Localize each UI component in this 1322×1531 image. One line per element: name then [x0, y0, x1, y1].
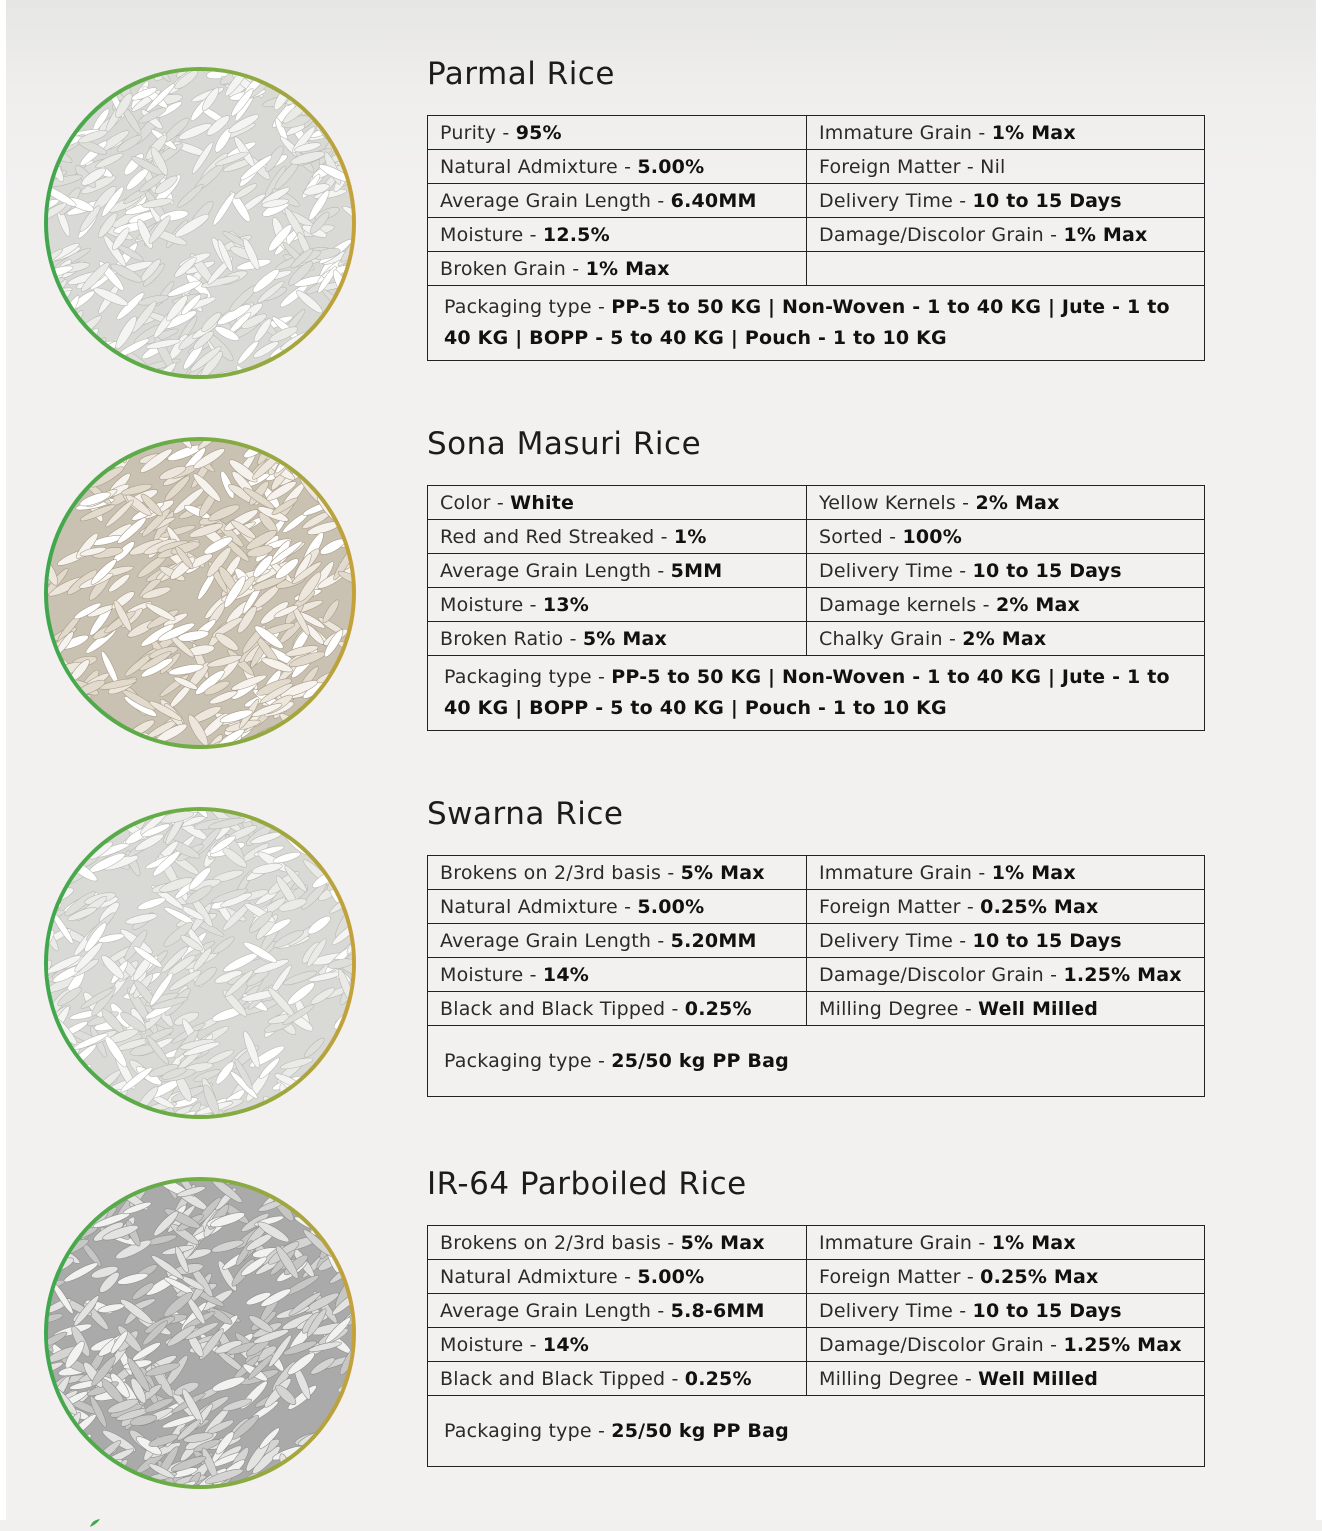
packaging-value: 25/50 kg PP Bag: [611, 1419, 789, 1442]
packaging-label: Packaging type -: [444, 666, 612, 688]
spec-label: Milling Degree -: [819, 997, 979, 1020]
spec-value: 1% Max: [991, 861, 1076, 884]
spec-row: [428, 958, 1205, 992]
packaging-row: [428, 1026, 1205, 1097]
spec-value: 0.25%: [684, 1367, 752, 1390]
product-title: IR-64 Parboiled Rice: [427, 1166, 747, 1202]
spec-label: Brokens on 2/3rd basis -: [440, 1231, 681, 1254]
spec-cell: [428, 150, 807, 184]
spec-row: [428, 1226, 1205, 1260]
spec-cell: [428, 1226, 807, 1260]
spec-label: Average Grain Length -: [440, 1299, 671, 1322]
spec-value: 0.25% Max: [980, 1265, 1099, 1288]
spec-value: 0.25%: [684, 997, 752, 1020]
spec-label: Moisture -: [440, 223, 543, 246]
rice-image-ir64-parboiled: [44, 1177, 356, 1489]
spec-cell: [428, 890, 807, 924]
packaging-row: [428, 656, 1205, 731]
spec-row: [428, 218, 1205, 252]
spec-label: Broken Grain -: [440, 257, 586, 280]
spec-label: Natural Admixture -: [440, 155, 638, 178]
spec-value: White: [510, 491, 575, 514]
packaging-row: [428, 1396, 1205, 1467]
spec-cell: [428, 116, 807, 150]
spec-value: 5.00%: [637, 895, 705, 918]
product-section-parmal: [0, 0, 1322, 370]
spec-label: Milling Degree -: [819, 1367, 979, 1390]
spec-row: [428, 856, 1205, 890]
spec-label: Brokens on 2/3rd basis -: [440, 861, 681, 884]
spec-row: [428, 992, 1205, 1026]
spec-row: [428, 520, 1205, 554]
spec-cell: [428, 992, 807, 1026]
rice-image-swarna: [44, 807, 356, 1119]
spec-cell: [428, 1362, 807, 1396]
spec-cell: [807, 622, 1205, 656]
spec-label: Purity -: [440, 121, 516, 144]
spec-table: [427, 855, 1205, 1097]
spec-row: [428, 1294, 1205, 1328]
spec-label: Foreign Matter - Nil: [819, 155, 1006, 178]
rice-grains-image: [48, 811, 352, 1115]
spec-cell: [428, 622, 807, 656]
spec-value: 5.00%: [637, 155, 705, 178]
spec-label: Immature Grain -: [819, 861, 992, 884]
spec-label: Foreign Matter -: [819, 1265, 981, 1288]
spec-label: Damage/Discolor Grain -: [819, 223, 1064, 246]
spec-label: Delivery Time -: [819, 559, 973, 582]
spec-value: 6.40MM: [670, 189, 757, 212]
spec-table: [427, 1225, 1205, 1467]
spec-value: 10 to 15 Days: [972, 1299, 1122, 1322]
spec-label: Sorted -: [819, 525, 903, 548]
spec-label: Broken Ratio -: [440, 627, 583, 650]
spec-value: 2% Max: [995, 593, 1081, 616]
spec-value: 2% Max: [962, 627, 1047, 650]
spec-value: 100%: [902, 525, 962, 548]
spec-label: Red and Red Streaked -: [440, 525, 674, 548]
spec-value: 10 to 15 Days: [972, 559, 1122, 582]
spec-cell: [807, 252, 1205, 286]
packaging-cell: [428, 1396, 1205, 1467]
product-section-ir64-parboiled: [0, 1110, 1322, 1480]
spec-value: 5% Max: [680, 861, 765, 884]
spec-value: 0.25% Max: [980, 895, 1099, 918]
spec-cell: [428, 958, 807, 992]
product-title: Parmal Rice: [427, 56, 615, 92]
spec-value: 5% Max: [582, 627, 667, 650]
spec-value: 10 to 15 Days: [972, 189, 1122, 212]
spec-label: Average Grain Length -: [440, 929, 671, 952]
spec-label: Moisture -: [440, 593, 543, 616]
spec-row: [428, 1362, 1205, 1396]
spec-label: Average Grain Length -: [440, 189, 671, 212]
spec-cell: [807, 1260, 1205, 1294]
rice-image-parmal: [44, 67, 356, 379]
packaging-value: 25/50 kg PP Bag: [611, 1049, 789, 1072]
spec-cell: [428, 520, 807, 554]
spec-cell: [428, 1260, 807, 1294]
spec-label: Moisture -: [440, 963, 543, 986]
spec-value: 1% Max: [585, 257, 670, 280]
spec-label: Color -: [440, 491, 511, 514]
spec-value: 10 to 15 Days: [972, 929, 1122, 952]
spec-row: [428, 184, 1205, 218]
rice-grains-image: [48, 71, 352, 375]
product-section-sona-masuri: [0, 370, 1322, 740]
spec-label: Damage/Discolor Grain -: [819, 963, 1064, 986]
spec-cell: [428, 554, 807, 588]
spec-cell: [807, 890, 1205, 924]
spec-label: Natural Admixture -: [440, 1265, 638, 1288]
spec-cell: [807, 992, 1205, 1026]
packaging-label: Packaging type -: [444, 1049, 612, 1072]
rice-grains-image: [48, 441, 352, 745]
spec-value: 5% Max: [680, 1231, 765, 1254]
spec-value: 12.5%: [542, 223, 610, 246]
packaging-cell: [428, 656, 1205, 731]
spec-value: 1% Max: [991, 1231, 1076, 1254]
spec-label: Chalky Grain -: [819, 627, 963, 650]
spec-row: [428, 486, 1205, 520]
spec-value: 95%: [515, 121, 562, 144]
spec-cell: [428, 1328, 807, 1362]
leaf-logo-icon: [88, 1512, 102, 1520]
spec-table: [427, 115, 1205, 361]
spec-cell: [807, 856, 1205, 890]
spec-label: Immature Grain -: [819, 121, 992, 144]
spec-value: 14%: [542, 1333, 589, 1356]
spec-table: [427, 485, 1205, 731]
spec-label: Foreign Matter -: [819, 895, 981, 918]
spec-label: Damage kernels -: [819, 593, 996, 616]
spec-value: 1% Max: [1063, 223, 1148, 246]
spec-cell: [807, 150, 1205, 184]
spec-cell: [428, 1294, 807, 1328]
spec-value: 1.25% Max: [1063, 1333, 1182, 1356]
spec-cell: [428, 184, 807, 218]
spec-label: Average Grain Length -: [440, 559, 671, 582]
spec-row: [428, 554, 1205, 588]
product-section-swarna: [0, 740, 1322, 1110]
spec-row: [428, 116, 1205, 150]
spec-cell: [428, 486, 807, 520]
spec-cell: [807, 1226, 1205, 1260]
spec-row: [428, 1260, 1205, 1294]
packaging-row: [428, 286, 1205, 361]
spec-value: 5.20MM: [670, 929, 757, 952]
rice-grains-image: [48, 1181, 352, 1485]
spec-cell: [807, 520, 1205, 554]
packaging-value: PP-5 to 50 KG | Non-Woven - 1 to 40 KG | Jute - 1 to 40 KG | BOPP - 5 to 40 KG | Pouch - 1 to 10 KG: [444, 296, 1170, 349]
product-title: Swarna Rice: [427, 796, 624, 832]
spec-label: Immature Grain -: [819, 1231, 992, 1254]
spec-cell: [428, 218, 807, 252]
spec-row: [428, 890, 1205, 924]
spec-label: Delivery Time -: [819, 929, 973, 952]
spec-value: 1.25% Max: [1063, 963, 1182, 986]
spec-value: 13%: [542, 593, 589, 616]
spec-label: Delivery Time -: [819, 189, 973, 212]
spec-cell: [807, 588, 1205, 622]
spec-cell: [807, 1328, 1205, 1362]
spec-cell: [428, 924, 807, 958]
spec-row: [428, 588, 1205, 622]
spec-row: [428, 150, 1205, 184]
spec-cell: [428, 252, 807, 286]
spec-cell: [428, 588, 807, 622]
spec-value: 5.8-6MM: [670, 1299, 765, 1322]
spec-value: Well Milled: [978, 997, 1099, 1020]
spec-cell: [807, 184, 1205, 218]
spec-value: 5.00%: [637, 1265, 705, 1288]
packaging-value: PP-5 to 50 KG | Non-Woven - 1 to 40 KG | Jute - 1 to 40 KG | BOPP - 5 to 40 KG | Pouch - 1 to 10 KG: [444, 666, 1170, 719]
spec-value: 2% Max: [975, 491, 1060, 514]
spec-cell: [807, 1294, 1205, 1328]
spec-row: [428, 1328, 1205, 1362]
spec-value: 5MM: [670, 559, 723, 582]
spec-label: Black and Black Tipped -: [440, 997, 685, 1020]
spec-value: 14%: [542, 963, 589, 986]
spec-label: Yellow Kernels -: [819, 491, 976, 514]
spec-row: [428, 252, 1205, 286]
spec-cell: [807, 554, 1205, 588]
spec-label: Black and Black Tipped -: [440, 1367, 685, 1390]
spec-label: Delivery Time -: [819, 1299, 973, 1322]
spec-cell: [807, 116, 1205, 150]
spec-label: Damage/Discolor Grain -: [819, 1333, 1064, 1356]
spec-row: [428, 622, 1205, 656]
packaging-cell: [428, 1026, 1205, 1097]
product-title: Sona Masuri Rice: [427, 426, 702, 462]
spec-cell: [807, 958, 1205, 992]
packaging-label: Packaging type -: [444, 1419, 612, 1442]
rice-image-sona-masuri: [44, 437, 356, 749]
spec-cell: [807, 1362, 1205, 1396]
spec-label: Moisture -: [440, 1333, 543, 1356]
spec-row: [428, 924, 1205, 958]
spec-value: 1%: [673, 525, 707, 548]
spec-cell: [807, 486, 1205, 520]
spec-value: Well Milled: [978, 1367, 1099, 1390]
packaging-cell: [428, 286, 1205, 361]
spec-cell: [807, 218, 1205, 252]
spec-cell: [428, 856, 807, 890]
packaging-label: Packaging type -: [444, 296, 612, 318]
spec-value: 1% Max: [991, 121, 1076, 144]
spec-cell: [807, 924, 1205, 958]
spec-label: Natural Admixture -: [440, 895, 638, 918]
